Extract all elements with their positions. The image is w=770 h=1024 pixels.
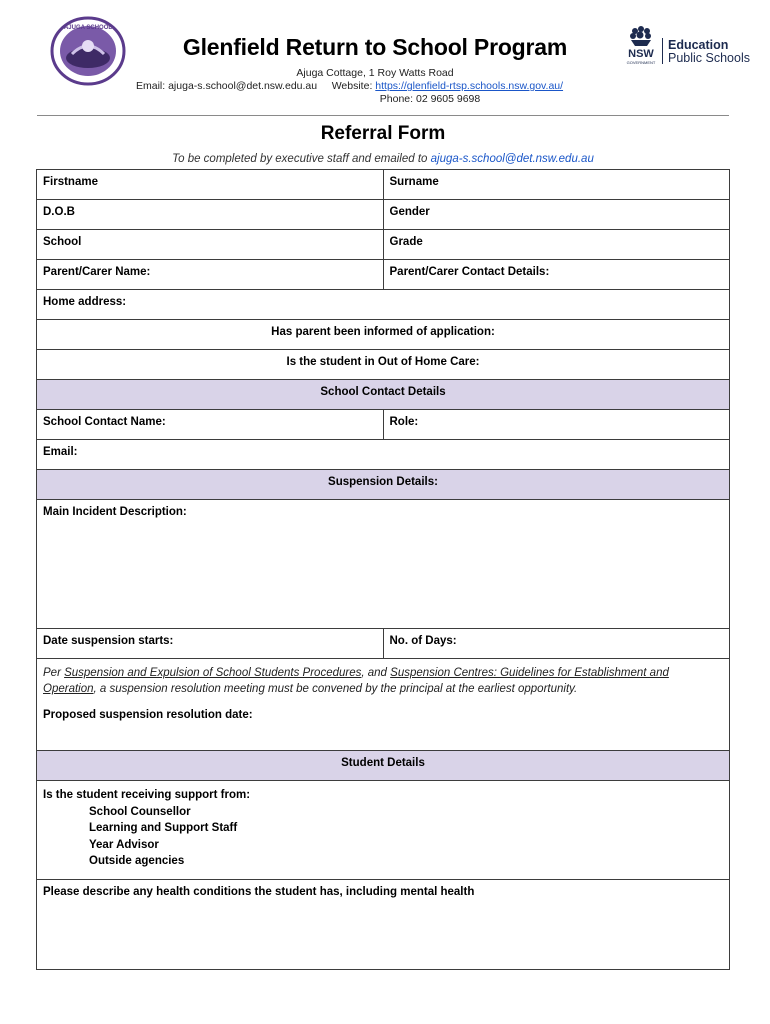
proposed-date-label: Proposed suspension resolution date:	[43, 709, 253, 721]
referral-form-table	[36, 169, 730, 970]
parent-contact-field[interactable]	[383, 260, 730, 290]
logo-text: AJUGA SCHOOL	[63, 25, 113, 31]
support-option[interactable]: School Counsellor	[89, 805, 191, 818]
student-header-label: Student Details	[341, 757, 425, 769]
school-contact-header-label: School Contact Details	[320, 386, 446, 398]
parent-informed-field[interactable]	[37, 320, 730, 350]
home-address-label: Home address:	[43, 296, 127, 308]
school-field[interactable]	[37, 230, 384, 260]
support-question: Is the student receiving support from:	[43, 789, 251, 801]
surname-label: Surname	[389, 176, 439, 188]
grade-label: Grade	[389, 236, 423, 248]
gender-field[interactable]	[383, 200, 730, 230]
dob-label: D.O.B	[43, 206, 75, 218]
support-option[interactable]: Year Advisor	[89, 838, 159, 851]
policy-link-1[interactable]: Suspension and Expulsion of School Students Procedures	[64, 667, 362, 679]
policy-note	[43, 665, 723, 697]
firstname-label: Firstname	[43, 176, 98, 188]
support-field[interactable]	[37, 781, 730, 880]
email-field[interactable]	[37, 440, 730, 470]
student-header	[37, 751, 730, 781]
instruction-email[interactable]: ajuga-s.school@det.nsw.edu.au	[430, 153, 594, 165]
health-conditions-label: Please describe any health conditions the student has, including mental health	[43, 886, 475, 898]
parent-informed-label: Has parent been informed of application:	[271, 326, 495, 338]
dept-line1: Education	[668, 38, 729, 52]
website-link[interactable]: https://glenfield-rtsp.schools.nsw.gov.au/	[375, 80, 564, 92]
school-label: School	[43, 236, 82, 248]
email-text: Email: ajuga-s.school@det.nsw.edu.au	[136, 80, 318, 92]
page-title: Glenfield Return to School Program	[182, 34, 568, 60]
nsw-mark: NSW	[628, 48, 654, 60]
resolution-field[interactable]	[37, 659, 730, 751]
form-title: Referral Form	[320, 123, 446, 144]
per-mid: , and	[361, 667, 391, 679]
nsw-gov: GOVERNMENT	[626, 60, 656, 65]
role-label: Role:	[389, 416, 419, 428]
gender-label: Gender	[389, 206, 430, 218]
grade-field[interactable]	[383, 230, 730, 260]
school-contact-name-label: School Contact Name:	[43, 416, 166, 428]
no-of-days-label: No. of Days:	[389, 635, 457, 647]
home-address-field[interactable]	[37, 290, 730, 320]
main-incident-label: Main Incident Description:	[43, 506, 187, 518]
suspension-header-label: Suspension Details:	[328, 476, 438, 488]
suspension-header	[37, 470, 730, 500]
date-suspension-field[interactable]	[37, 629, 384, 659]
dob-field[interactable]	[37, 200, 384, 230]
date-suspension-label: Date suspension starts:	[43, 635, 174, 647]
parent-name-field[interactable]	[37, 260, 384, 290]
out-of-home-care-field[interactable]	[37, 350, 730, 380]
health-conditions-field[interactable]	[37, 880, 730, 970]
school-logo	[50, 16, 126, 86]
logo-divider	[662, 38, 663, 64]
address: Ajuga Cottage, 1 Roy Watts Road	[296, 67, 454, 79]
phone: Phone: 02 9605 9698	[379, 93, 481, 105]
website-label: Website:	[331, 80, 373, 92]
main-incident-field[interactable]	[37, 500, 730, 629]
per-suffix: , a suspension resolution meeting must be convened by the principal at the earliest opportunity.	[93, 683, 578, 695]
role-field[interactable]	[383, 410, 730, 440]
instruction-prefix: To be completed by executive staff and emailed to	[172, 153, 428, 165]
no-of-days-field[interactable]	[383, 629, 730, 659]
parent-contact-label: Parent/Carer Contact Details:	[389, 266, 550, 278]
support-option[interactable]: Learning and Support Staff	[89, 822, 238, 834]
school-contact-name-field[interactable]	[37, 410, 384, 440]
policy-link-2[interactable]: Suspension Centres: Guidelines for Establishment and Operation	[43, 667, 669, 695]
per-prefix: Per	[43, 667, 65, 679]
surname-field[interactable]	[383, 170, 730, 200]
out-of-home-care-label: Is the student in Out of Home Care:	[286, 356, 480, 368]
contact-line	[136, 80, 696, 92]
instruction	[37, 153, 729, 165]
dept-line2: Public Schools	[668, 51, 750, 65]
email-label: Email:	[43, 446, 78, 458]
header-divider	[37, 115, 729, 116]
support-option[interactable]: Outside agencies	[89, 855, 185, 867]
firstname-field[interactable]	[37, 170, 384, 200]
school-contact-header	[37, 380, 730, 410]
parent-name-label: Parent/Carer Name:	[43, 266, 151, 278]
